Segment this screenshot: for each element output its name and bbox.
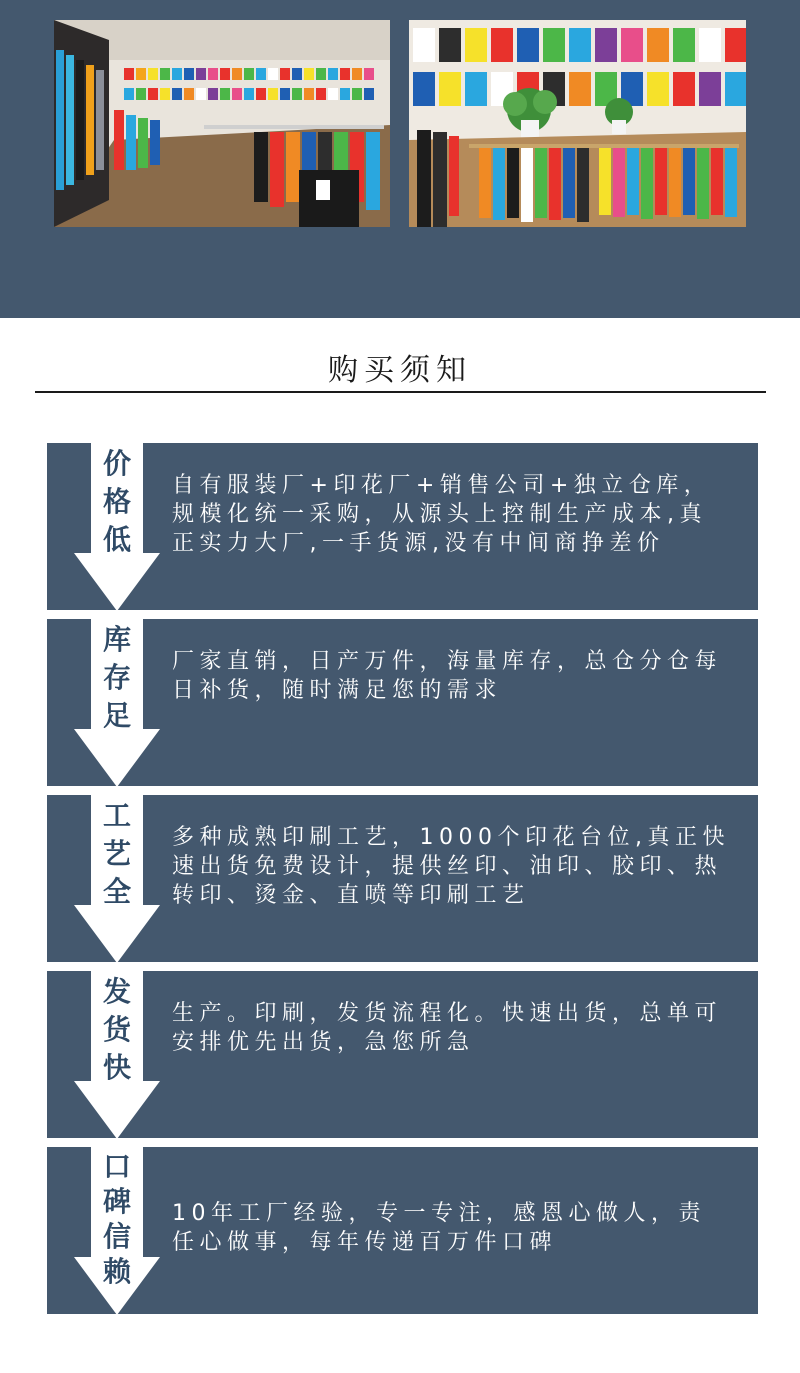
feature-label [74,797,160,911]
down-arrow-icon [74,795,160,963]
feature-card-trusted-reputation [47,1147,758,1314]
feature-description: 多种成熟印刷工艺，1000个印花台位,真正快速出货免费设计，提供丝印、油印、胶印、热转印、烫金、直喷等印刷工艺 [172,825,730,908]
feature-description: 生产。印刷，发货流程化。快速出货，总单可安排优先出货，急您所急 [172,1001,723,1055]
down-arrow-icon [74,443,160,611]
label-char: 赖 [102,1255,131,1288]
down-arrow-icon [74,1147,160,1315]
feature-description: 厂家直销，日产万件，海量库存，总仓分仓每日补货，随时满足您的需求 [172,649,723,703]
top-photo-band [0,0,800,318]
label-char: 足 [102,699,131,732]
feature-card-full-craft [47,795,758,962]
feature-label [74,1149,160,1289]
title-divider [35,391,766,393]
label-char: 库 [102,623,131,656]
label-char: 快 [102,1051,131,1084]
label-char: 全 [102,875,131,908]
label-char: 格 [102,485,131,518]
label-char: 工 [102,799,131,832]
section-title: 购买须知 [328,353,472,388]
label-char: 发 [102,975,131,1008]
feature-description: 自有服装厂+印花厂+销售公司+独立仓库，规模化统一采购，从源头上控制生产成本,真正实力大厂,一手货源,没有中间商挣差价 [172,473,712,556]
store-interior-photo-2 [409,20,746,227]
feature-label [74,621,160,735]
label-char: 艺 [102,837,131,870]
label-char: 信 [102,1220,131,1253]
label-char: 货 [102,1013,131,1046]
label-char: 口 [102,1150,131,1183]
label-char: 价 [102,447,131,480]
feature-card-fast-shipping [47,971,758,1138]
feature-card-ample-stock [47,619,758,786]
store-interior-photo-1 [54,20,390,227]
down-arrow-icon [74,619,160,787]
label-char: 低 [102,523,131,556]
feature-description: 10年工厂经验，专一专注，感恩心做人，责任心做事，每年传递百万件口碑 [172,1201,706,1255]
label-char: 碑 [102,1185,131,1218]
label-char: 存 [102,661,131,694]
feature-card-low-price [47,443,758,610]
feature-label [74,973,160,1087]
down-arrow-icon [74,971,160,1139]
feature-label [74,445,160,559]
